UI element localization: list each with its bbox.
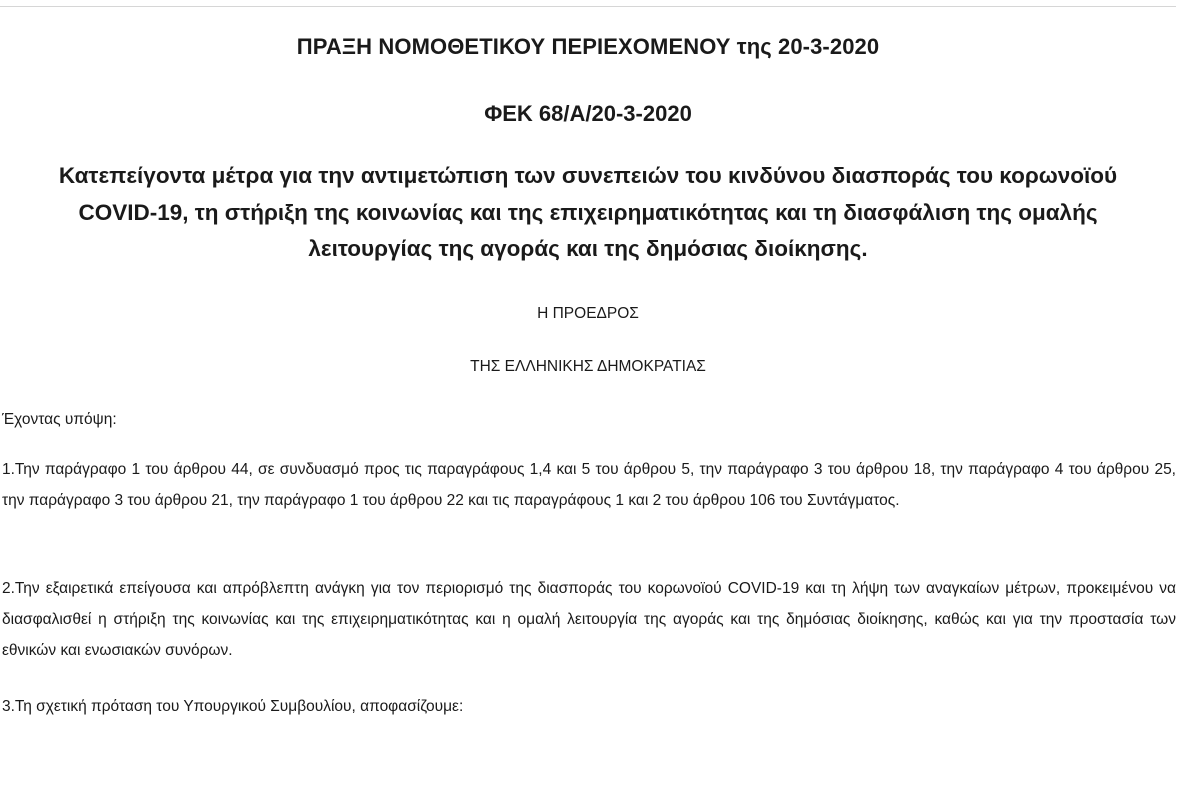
issuer-line-2: ΤΗΣ ΕΛΛΗΝΙΚΗΣ ΔΗΜΟΚΡΑΤΙΑΣ — [470, 358, 706, 375]
act-heading: ΠΡΑΞΗ ΝΟΜΟΘΕΤΙΚΟΥ ΠΕΡΙΕΧΟΜΕΝΟΥ της 20-3-2020 — [296, 34, 880, 59]
gazette-reference: ΦΕΚ 68/Α/20-3-2020 — [484, 101, 692, 126]
preamble: Έχοντας υπόψη: — [2, 411, 117, 428]
paragraph-3: 3.Τη σχετική πρόταση του Υπουργικού Συμβουλίου, αποφασίζουμε: — [2, 698, 464, 715]
paragraph-2: 2.Την εξαιρετικά επείγουσα και απρόβλεπτη ανάγκη για τον περιορισμό της διασποράς του κορωνοϊού COVID-19 και τη λήψη των αναγκαίων μέτρων, προκειμένου να διασφαλισθεί η στήριξη της κοινωνίας και της επιχειρηματικότητας και η ομαλή λειτουργία της αγοράς και της δημόσιας διοίκησης, καθώς και για την προστασία των εθνικών και ενωσιακών συνόρων. — [2, 580, 1176, 659]
document-title: Κατεπείγοντα μέτρα για την αντιμετώπιση των συνεπειών του κινδύνου διασποράς του κορωνοϊού COVID-19, τη στήριξη της κοινωνίας και της επιχειρηματικότητας και τη διασφάλιση της ομαλής λειτουργίας της αγοράς και της δημόσιας διοίκησης. — [58, 163, 1118, 261]
issuer-line-1: Η ΠΡΟΕΔΡΟΣ — [537, 305, 639, 322]
paragraph-1: 1.Την παράγραφο 1 του άρθρου 44, σε συνδυασμό προς τις παραγράφους 1,4 και 5 του άρθρου 5, την παράγραφο 3 του άρθρου 18, την παράγραφο 4 του άρθρου 25, την παράγραφο 3 του άρθρου 21, την παράγραφο 1 του άρθρου 22 και τις παραγράφους 1 και 2 του άρθρου 106 του Συντάγματος. — [2, 461, 1176, 509]
